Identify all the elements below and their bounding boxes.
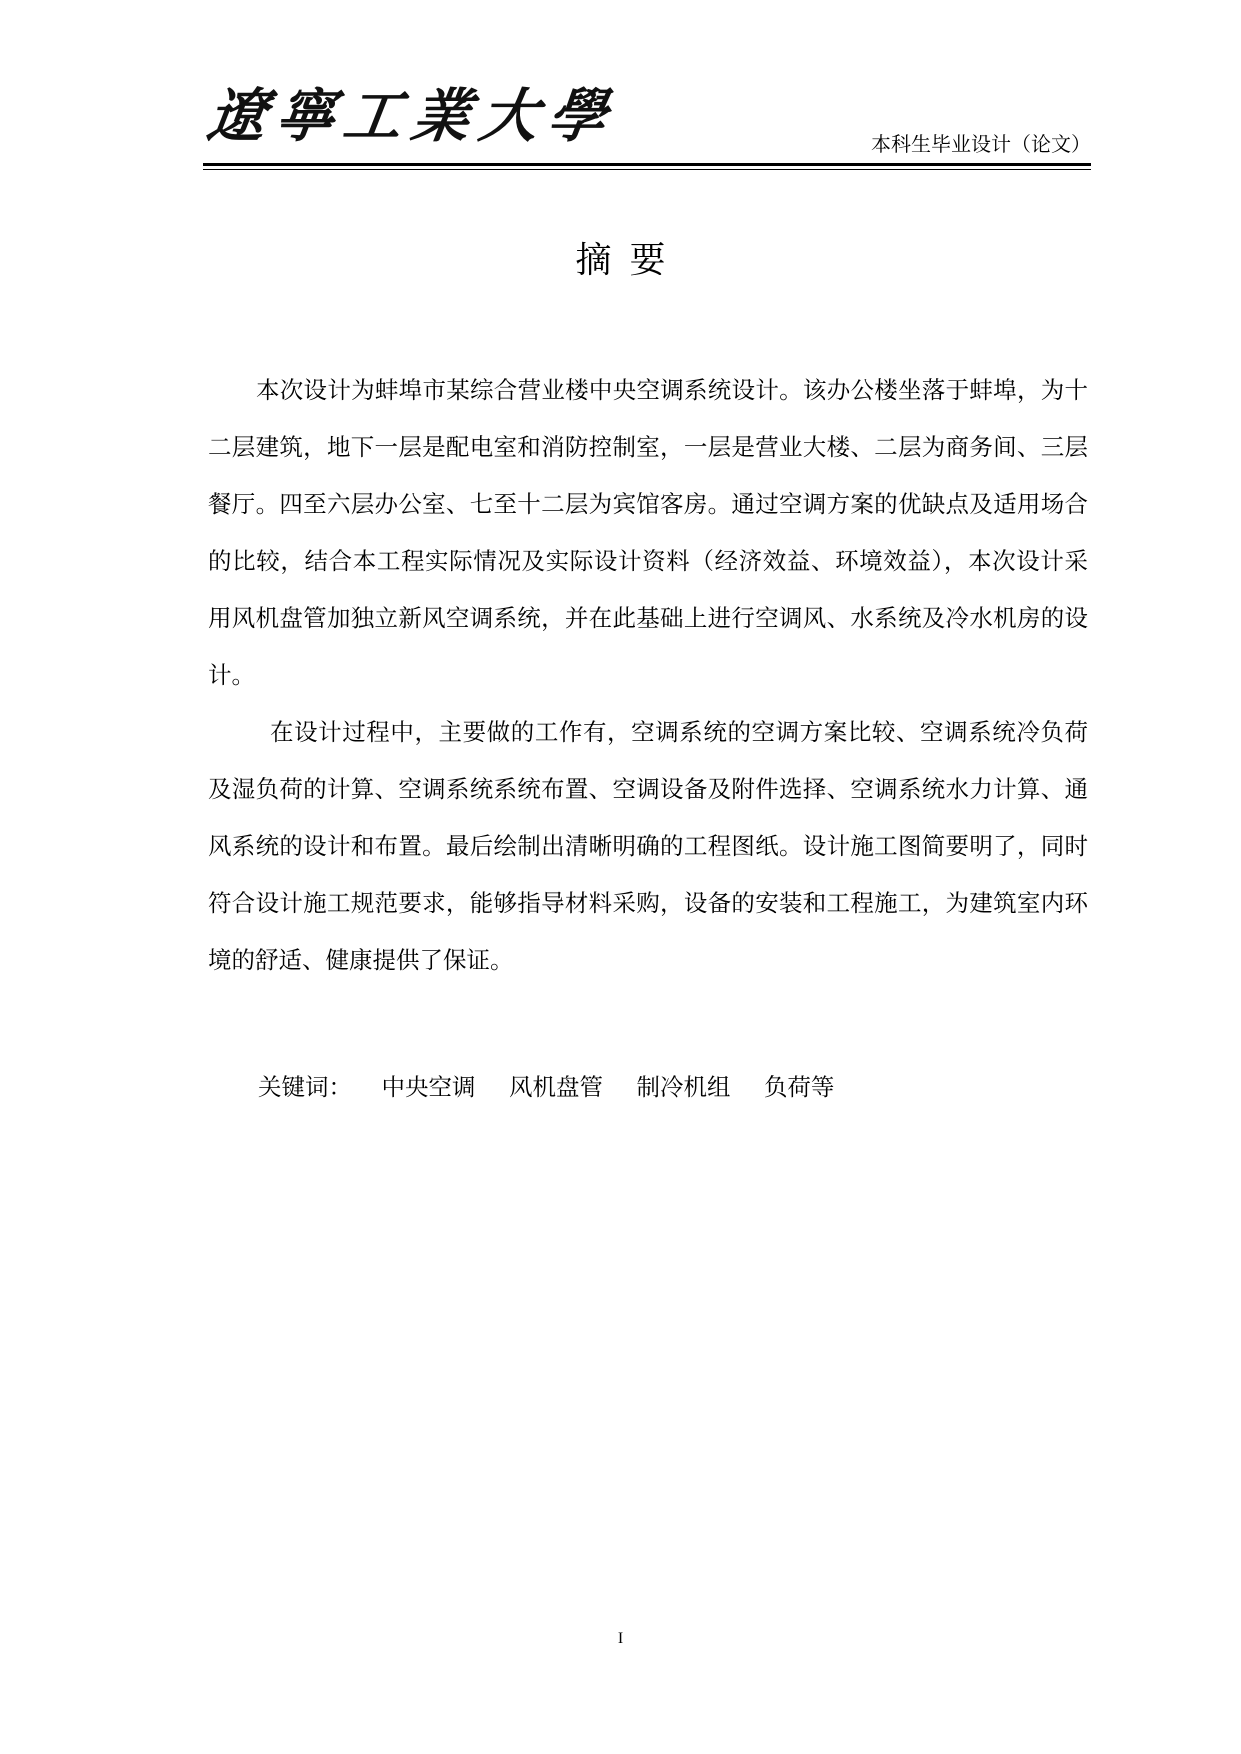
keyword-item: 风机盘管 bbox=[508, 1073, 603, 1101]
keyword-item: 制冷机组 bbox=[636, 1073, 731, 1101]
abstract-paragraph-1: 本次设计为蚌埠市某综合营业楼中央空调系统设计。该办公楼坐落于蚌埠，为十二层建筑，地下一层是配电室和消防控制室，一层是营业大楼、二层为商务间、三层餐厅。四至六层办公室、七至十二层为宾馆客房。通过空调方案的优缺点及适用场合的比较，结合本工程实际情况及实际设计资料（经济效益、环境效益），本次设计采用风机盘管加独立新风空调系统，并在此基础上进行空调风、水系统及冷水机房的设计。 bbox=[208, 376, 1088, 689]
header-rule-thin bbox=[203, 169, 1091, 170]
university-logo: 遼寧工業大學 bbox=[203, 82, 621, 150]
keywords-label: 关键词： bbox=[258, 1073, 352, 1101]
abstract-paragraph-2: 在设计过程中，主要做的工作有，空调系统的空调方案比较、空调系统冷负荷及湿负荷的计算、空调系统系统布置、空调设备及附件选择、空调系统水力计算、通风系统的设计和布置。最后绘制出清晰明确的工程图纸。设计施工图简要明了，同时符合设计施工规范要求，能够指导材料采购，设备的安装和工程施工，为建筑室内环境的舒适、健康提供了保证。 bbox=[208, 718, 1088, 974]
abstract-body bbox=[208, 362, 1088, 989]
keyword-item: 中央空调 bbox=[381, 1073, 476, 1101]
keywords-line bbox=[258, 1067, 860, 1107]
page-number: I bbox=[617, 1630, 624, 1647]
keyword-item: 负荷等 bbox=[763, 1073, 835, 1101]
header-subtitle: 本科生毕业设计（论文） bbox=[871, 132, 1091, 156]
page-title: 摘要 bbox=[575, 240, 684, 281]
header-rule-thick bbox=[203, 163, 1091, 166]
